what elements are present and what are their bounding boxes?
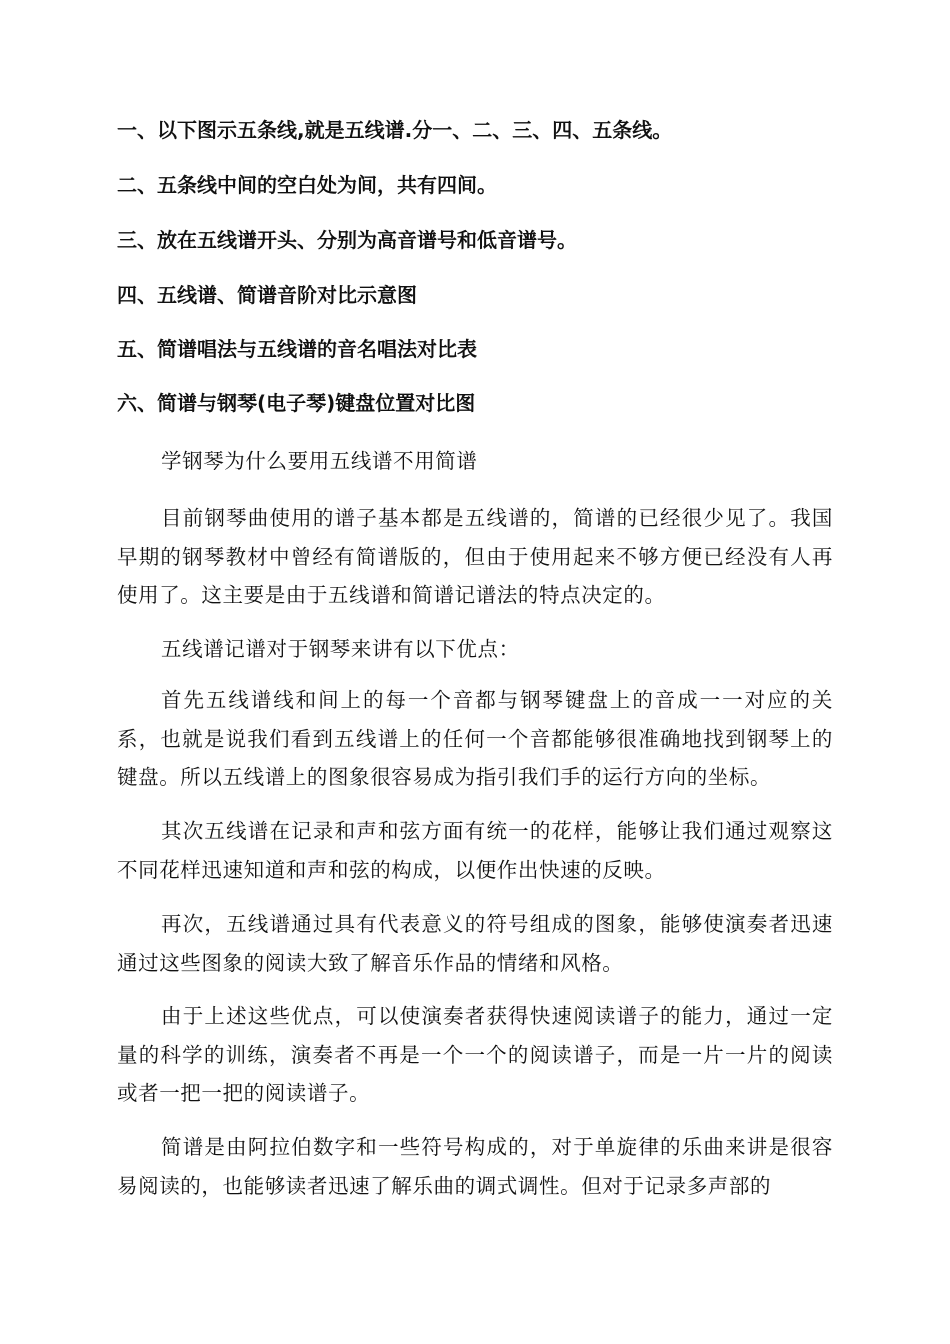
paragraph-4: 其次五线谱在记录和声和弦方面有统一的花样，能够让我们通过观察这不同花样迅速知道和声和弦的构成，以便作出快速的反映。 <box>117 819 833 882</box>
heading-3: 三、放在五线谱开头、分别为高音谱号和低音谱号。 <box>117 228 577 252</box>
heading-5: 五、简谱唱法与五线谱的音名唱法对比表 <box>117 337 477 361</box>
heading-2: 二、五条线中间的空白处为间，共有四间。 <box>117 173 497 197</box>
article-title: 学钢琴为什么要用五线谱不用简谱 <box>161 449 478 473</box>
paragraph-1: 目前钢琴曲使用的谱子基本都是五线谱的，简谱的已经很少见了。我国早期的钢琴教材中曾经有简谱版的，但由于使用起来不够方便已经没有人再使用了。这主要是由于五线谱和简谱记谱法的特点决定的。 <box>117 506 833 607</box>
heading-6: 六、简谱与钢琴(电子琴)键盘位置对比图 <box>117 391 476 415</box>
paragraph-3: 首先五线谱线和间上的每一个音都与钢琴键盘上的音成一一对应的关系，也就是说我们看到五线谱上的任何一个音都能够很准确地找到钢琴上的键盘。所以五线谱上的图象很容易成为指引我们手的运行方向的坐标。 <box>117 688 833 789</box>
paragraph-2: 五线谱记谱对于钢琴来讲有以下优点： <box>161 637 520 661</box>
paragraph-6: 由于上述这些优点，可以使演奏者获得快速阅读谱子的能力，通过一定量的科学的训练，演奏者不再是一个一个的阅读谱子，而是一片一片的阅读或者一把一把的阅读谱子。 <box>117 1004 833 1105</box>
paragraph-5: 再次，五线谱通过具有代表意义的符号组成的图象，能够使演奏者迅速通过这些图象的阅读大致了解音乐作品的情绪和风格。 <box>117 912 833 975</box>
heading-1: 一、以下图示五条线,就是五线谱.分一、二、三、四、五条线。 <box>117 118 673 142</box>
heading-4: 四、五线谱、简谱音阶对比示意图 <box>117 283 417 307</box>
paragraph-7: 简谱是由阿拉伯数字和一些符号构成的，对于单旋律的乐曲来讲是很容易阅读的，也能够读者迅速了解乐曲的调式调性。但对于记录多声部的 <box>117 1135 833 1198</box>
